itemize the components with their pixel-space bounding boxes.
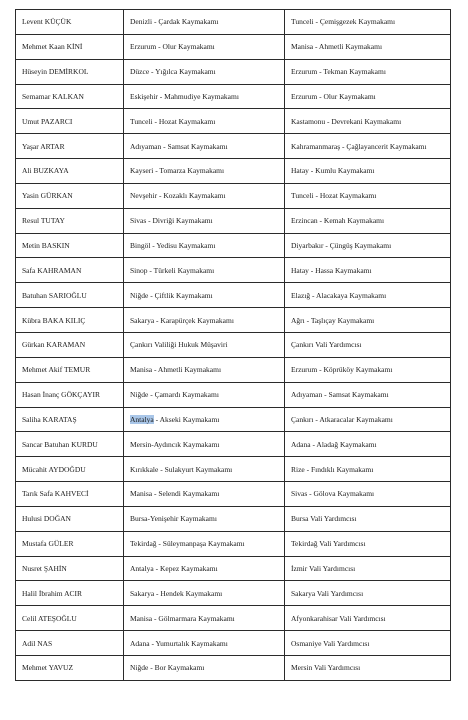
new-post-cell: Sakarya Vali Yardımcısı <box>285 581 451 606</box>
table-row <box>16 283 451 308</box>
current-post-cell: Denizli - Çardak Kaymakamı <box>124 10 285 35</box>
new-post-cell: Çankırı - Atkaracalar Kaymakamı <box>285 407 451 432</box>
current-post-cell: Düzce - Yığılca Kaymakamı <box>124 59 285 84</box>
name-cell: Halil İbrahim ACIR <box>16 581 124 606</box>
name-cell: Semamar KALKAN <box>16 84 124 109</box>
name-cell: Batuhan SARIOĞLU <box>16 283 124 308</box>
name-cell: Hasan İnanç GÖKÇAYIR <box>16 382 124 407</box>
name-cell: Yasin GÜRKAN <box>16 183 124 208</box>
table-row <box>16 208 451 233</box>
new-post-cell: Adıyaman - Samsat Kaymakamı <box>285 382 451 407</box>
table-row <box>16 407 451 432</box>
name-cell: Hulusi DOĞAN <box>16 506 124 531</box>
name-cell: Nusret ŞAHİN <box>16 556 124 581</box>
current-post-cell: Adana - Yumurtalık Kaymakamı <box>124 631 285 656</box>
current-post-cell: Manisa - Ahmetli Kaymakamı <box>124 357 285 382</box>
table-row <box>16 382 451 407</box>
new-post-cell: Afyonkarahisar Vali Yardımcısı <box>285 606 451 631</box>
current-post-cell: Bingöl - Yedisu Kaymakamı <box>124 233 285 258</box>
table-row <box>16 10 451 35</box>
name-cell: Sancar Batuhan KURDU <box>16 432 124 457</box>
current-post-cell: Manisa - Selendi Kaymakamı <box>124 482 285 507</box>
current-post-cell: Eskişehir - Mahmudiye Kaymakamı <box>124 84 285 109</box>
name-cell: Kübra BAKA KILIÇ <box>16 308 124 333</box>
current-post-cell: Bursa-Yenişehir Kaymakamı <box>124 506 285 531</box>
name-cell: Ali BUZKAYA <box>16 159 124 184</box>
new-post-cell: Erzincan - Kemah Kaymakamı <box>285 208 451 233</box>
table-row <box>16 258 451 283</box>
current-post-cell: Kırıkkale - Sulakyurt Kaymakamı <box>124 457 285 482</box>
table-row <box>16 183 451 208</box>
table-row <box>16 556 451 581</box>
new-post-cell: Sivas - Gölova Kaymakamı <box>285 482 451 507</box>
text-selection-highlight: Antalya <box>130 414 154 424</box>
name-cell: Mustafa GÜLER <box>16 531 124 556</box>
name-cell: Safa KAHRAMAN <box>16 258 124 283</box>
table-row <box>16 655 451 680</box>
table-row <box>16 606 451 631</box>
current-post-cell: Çankırı Valiliği Hukuk Müşaviri <box>124 332 285 357</box>
table-row <box>16 457 451 482</box>
new-post-cell: Kahramanmaraş - Çağlayancerit Kaymakamı <box>285 134 451 159</box>
new-post-cell: Çankırı Vali Yardımcısı <box>285 332 451 357</box>
name-cell: Yaşar ARTAR <box>16 134 124 159</box>
table-row <box>16 631 451 656</box>
name-cell: Mehmet Akif TEMUR <box>16 357 124 382</box>
table-row <box>16 159 451 184</box>
name-cell: Umut PAZARCI <box>16 109 124 134</box>
current-post-cell: Kayseri - Tomarza Kaymakamı <box>124 159 285 184</box>
current-post-cell: Niğde - Bor Kaymakamı <box>124 655 285 680</box>
table-row <box>16 357 451 382</box>
new-post-cell: Diyarbakır - Çüngüş Kaymakamı <box>285 233 451 258</box>
table-row <box>16 34 451 59</box>
current-post-cell: Tekirdağ - Süleymanpaşa Kaymakamı <box>124 531 285 556</box>
current-post-cell <box>124 407 285 432</box>
current-post-cell: Niğde - Çiftlik Kaymakamı <box>124 283 285 308</box>
new-post-cell: Bursa Vali Yardımcısı <box>285 506 451 531</box>
new-post-cell: Hatay - Hassa Kaymakamı <box>285 258 451 283</box>
appointments-table-body <box>16 10 451 681</box>
current-post-cell: Erzurum - Olur Kaymakamı <box>124 34 285 59</box>
new-post-cell: Erzurum - Olur Kaymakamı <box>285 84 451 109</box>
current-post-cell: Sakarya - Hendek Kaymakamı <box>124 581 285 606</box>
new-post-cell: Hatay - Kumlu Kaymakamı <box>285 159 451 184</box>
name-cell: Tarık Safa KAHVECİ <box>16 482 124 507</box>
current-post-cell: Nevşehir - Kozaklı Kaymakamı <box>124 183 285 208</box>
current-post-cell: Sakarya - Karapürçek Kaymakamı <box>124 308 285 333</box>
table-row <box>16 531 451 556</box>
table-row <box>16 84 451 109</box>
name-cell: Mücahit AYDOĞDU <box>16 457 124 482</box>
new-post-cell: Erzurum - Köprüköy Kaymakamı <box>285 357 451 382</box>
new-post-cell: Ağrı - Taşlıçay Kaymakamı <box>285 308 451 333</box>
current-post-rest: - Akseki Kaymakamı <box>153 414 220 424</box>
table-row <box>16 432 451 457</box>
table-row <box>16 581 451 606</box>
name-cell: Saliha KARATAŞ <box>16 407 124 432</box>
name-cell: Adil NAS <box>16 631 124 656</box>
current-post-cell: Sinop - Türkeli Kaymakamı <box>124 258 285 283</box>
new-post-cell: Erzurum - Tekman Kaymakamı <box>285 59 451 84</box>
current-post-cell: Tunceli - Hozat Kaymakamı <box>124 109 285 134</box>
table-row <box>16 506 451 531</box>
name-cell: Levent KÜÇÜK <box>16 10 124 35</box>
new-post-cell: Rize - Fındıklı Kaymakamı <box>285 457 451 482</box>
name-cell: Resul TUTAY <box>16 208 124 233</box>
name-cell: Mehmet YAVUZ <box>16 655 124 680</box>
name-cell: Hüseyin DEMİRKOL <box>16 59 124 84</box>
current-post-cell: Adıyaman - Samsat Kaymakamı <box>124 134 285 159</box>
new-post-cell: Adana - Aladağ Kaymakamı <box>285 432 451 457</box>
new-post-cell: Tunceli - Çemişgezek Kaymakamı <box>285 10 451 35</box>
current-post-cell: Antalya - Kepez Kaymakamı <box>124 556 285 581</box>
appointments-table <box>15 9 451 681</box>
table-row <box>16 109 451 134</box>
table-row <box>16 59 451 84</box>
current-post-cell: Niğde - Çamardı Kaymakamı <box>124 382 285 407</box>
new-post-cell: İzmir Vali Yardımcısı <box>285 556 451 581</box>
new-post-cell: Manisa - Ahmetli Kaymakamı <box>285 34 451 59</box>
current-post-cell: Sivas - Divriği Kaymakamı <box>124 208 285 233</box>
current-post-cell: Manisa - Gölmarmara Kaymakamı <box>124 606 285 631</box>
current-post-cell: Mersin-Aydıncık Kaymakamı <box>124 432 285 457</box>
table-row <box>16 134 451 159</box>
new-post-cell: Tunceli - Hozat Kaymakamı <box>285 183 451 208</box>
new-post-cell: Elazığ - Alacakaya Kaymakamı <box>285 283 451 308</box>
table-row <box>16 308 451 333</box>
table-row <box>16 233 451 258</box>
name-cell: Gürkan KARAMAN <box>16 332 124 357</box>
new-post-cell: Mersin Vali Yardımcısı <box>285 655 451 680</box>
name-cell: Mehmet Kaan KİNİ <box>16 34 124 59</box>
new-post-cell: Osmaniye Vali Yardımcısı <box>285 631 451 656</box>
table-row <box>16 482 451 507</box>
new-post-cell: Kastamonu - Devrekani Kaymakamı <box>285 109 451 134</box>
new-post-cell: Tekirdağ Vali Yardımcısı <box>285 531 451 556</box>
name-cell: Metin BASKIN <box>16 233 124 258</box>
name-cell: Celil ATEŞOĞLU <box>16 606 124 631</box>
table-row <box>16 332 451 357</box>
